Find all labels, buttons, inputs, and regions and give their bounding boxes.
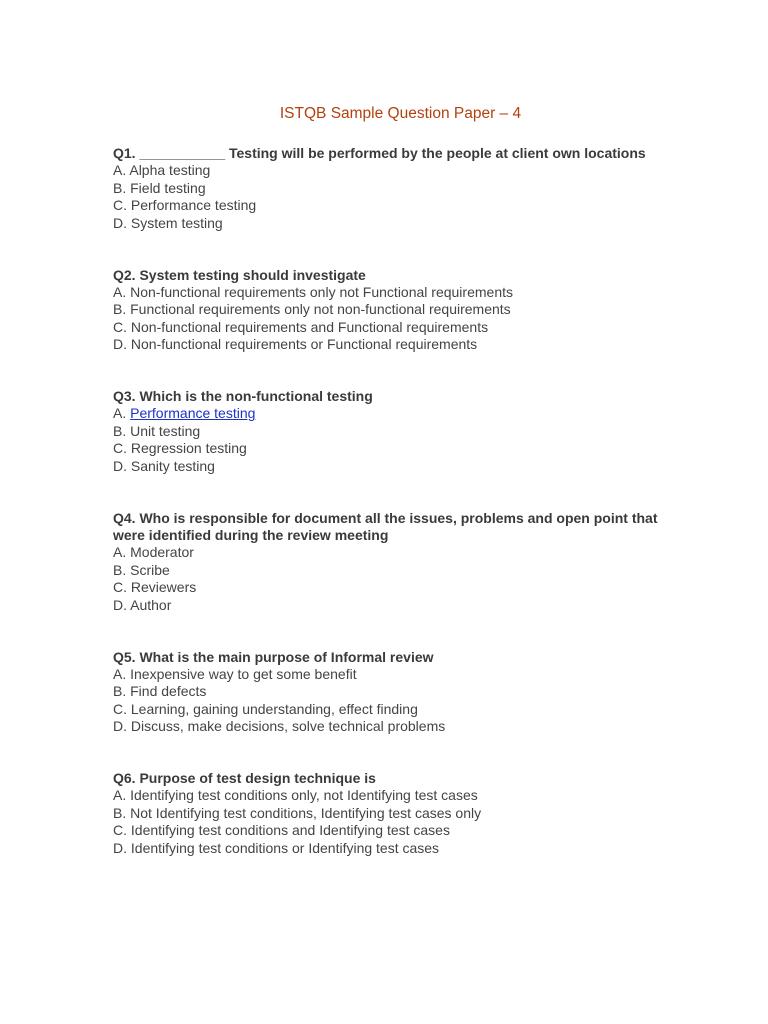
option-text: Functional requirements only not non-functional requirements xyxy=(130,301,511,318)
option-prefix: D. xyxy=(113,718,131,735)
option-prefix: B. xyxy=(113,301,131,318)
option-prefix: A. xyxy=(113,405,131,422)
question-text: Q5. What is the main purpose of Informal review xyxy=(113,648,434,665)
question-text: Q3. Which is the non-functional testing xyxy=(113,388,373,405)
option-text: Discuss, make decisions, solve technical problems xyxy=(130,718,446,735)
option-text: Sanity testing xyxy=(130,457,215,474)
option-text: Unit testing xyxy=(130,422,201,439)
option-b xyxy=(113,805,658,822)
option-b xyxy=(113,180,658,197)
option-text: Author xyxy=(130,596,172,613)
option-text: Moderator xyxy=(130,544,194,561)
option-prefix: A. xyxy=(113,665,131,682)
question-text: Q4. Who is responsible for document all the issues, problems and open point that were identified during the review meeting xyxy=(113,509,658,543)
option-a xyxy=(113,162,658,179)
option-prefix: D. xyxy=(113,214,131,231)
option-text: Performance testing xyxy=(130,197,257,214)
option-d xyxy=(113,597,658,614)
option-d xyxy=(113,458,658,475)
option-text: Inexpensive way to get some benefit xyxy=(130,665,357,682)
option-c xyxy=(113,579,658,596)
performance-testing-link[interactable]: Performance testing xyxy=(130,405,256,422)
option-prefix: A. xyxy=(113,283,131,300)
option-text: Regression testing xyxy=(130,440,247,457)
option-text: Identifying test conditions only, not Identifying test cases xyxy=(130,787,478,804)
question-1 xyxy=(113,145,658,232)
question-2 xyxy=(113,267,658,354)
option-prefix: A. xyxy=(113,544,131,561)
option-prefix: A. xyxy=(113,787,131,804)
document-title: ISTQB Sample Question Paper – 4 xyxy=(279,105,522,122)
option-text: Field testing xyxy=(130,179,206,196)
option-prefix: D. xyxy=(113,596,131,613)
option-a xyxy=(113,666,658,683)
option-prefix: C. xyxy=(113,197,131,214)
option-text: Find defects xyxy=(130,683,207,700)
option-text: System testing xyxy=(130,214,223,231)
question-6 xyxy=(113,770,658,857)
option-c xyxy=(113,440,658,457)
option-text: Non-functional requirements only not Functional requirements xyxy=(130,283,513,300)
option-a xyxy=(113,405,658,422)
option-prefix: D. xyxy=(113,839,131,856)
option-text: Identifying test conditions or Identifying test cases xyxy=(130,839,440,856)
option-prefix: C. xyxy=(113,579,131,596)
option-prefix: C. xyxy=(113,700,131,717)
question-4 xyxy=(113,510,658,614)
option-text: Non-functional requirements and Functional requirements xyxy=(130,318,489,335)
option-prefix: C. xyxy=(113,440,131,457)
option-d xyxy=(113,215,658,232)
option-text: Alpha testing xyxy=(129,162,211,179)
option-prefix: D. xyxy=(113,336,131,353)
option-a xyxy=(113,544,658,561)
question-5 xyxy=(113,649,658,736)
option-c xyxy=(113,822,658,839)
option-text: Learning, gaining understanding, effect finding xyxy=(130,700,418,717)
option-d xyxy=(113,718,658,735)
option-text: Reviewers xyxy=(130,579,197,596)
option-prefix: B. xyxy=(113,683,131,700)
option-prefix: C. xyxy=(113,822,131,839)
option-text: Non-functional requirements or Functional requirements xyxy=(130,336,478,353)
option-b xyxy=(113,423,658,440)
option-prefix: A. xyxy=(113,162,130,179)
option-prefix: D. xyxy=(113,457,131,474)
option-c xyxy=(113,319,658,336)
option-b xyxy=(113,683,658,700)
option-prefix: C. xyxy=(113,318,131,335)
document-page xyxy=(113,104,658,892)
option-a xyxy=(113,787,658,804)
option-prefix: B. xyxy=(113,804,131,821)
option-c xyxy=(113,197,658,214)
option-d xyxy=(113,336,658,353)
option-b xyxy=(113,562,658,579)
question-text: Q2. System testing should investigate xyxy=(113,266,366,283)
option-text: Identifying test conditions and Identifying test cases xyxy=(130,822,450,839)
option-a xyxy=(113,284,658,301)
option-prefix: B. xyxy=(113,561,131,578)
option-c xyxy=(113,701,658,718)
question-text: Q6. Purpose of test design technique is xyxy=(113,770,376,787)
question-text: Q1. ___________ Testing will be performed by the people at client own locations xyxy=(113,145,646,161)
option-prefix: B. xyxy=(113,179,131,196)
option-d xyxy=(113,840,658,857)
option-text: Scribe xyxy=(130,561,170,578)
option-text: Not Identifying test conditions, Identifying test cases only xyxy=(130,804,482,821)
option-prefix: B. xyxy=(113,422,131,439)
option-b xyxy=(113,301,658,318)
question-3 xyxy=(113,388,658,475)
